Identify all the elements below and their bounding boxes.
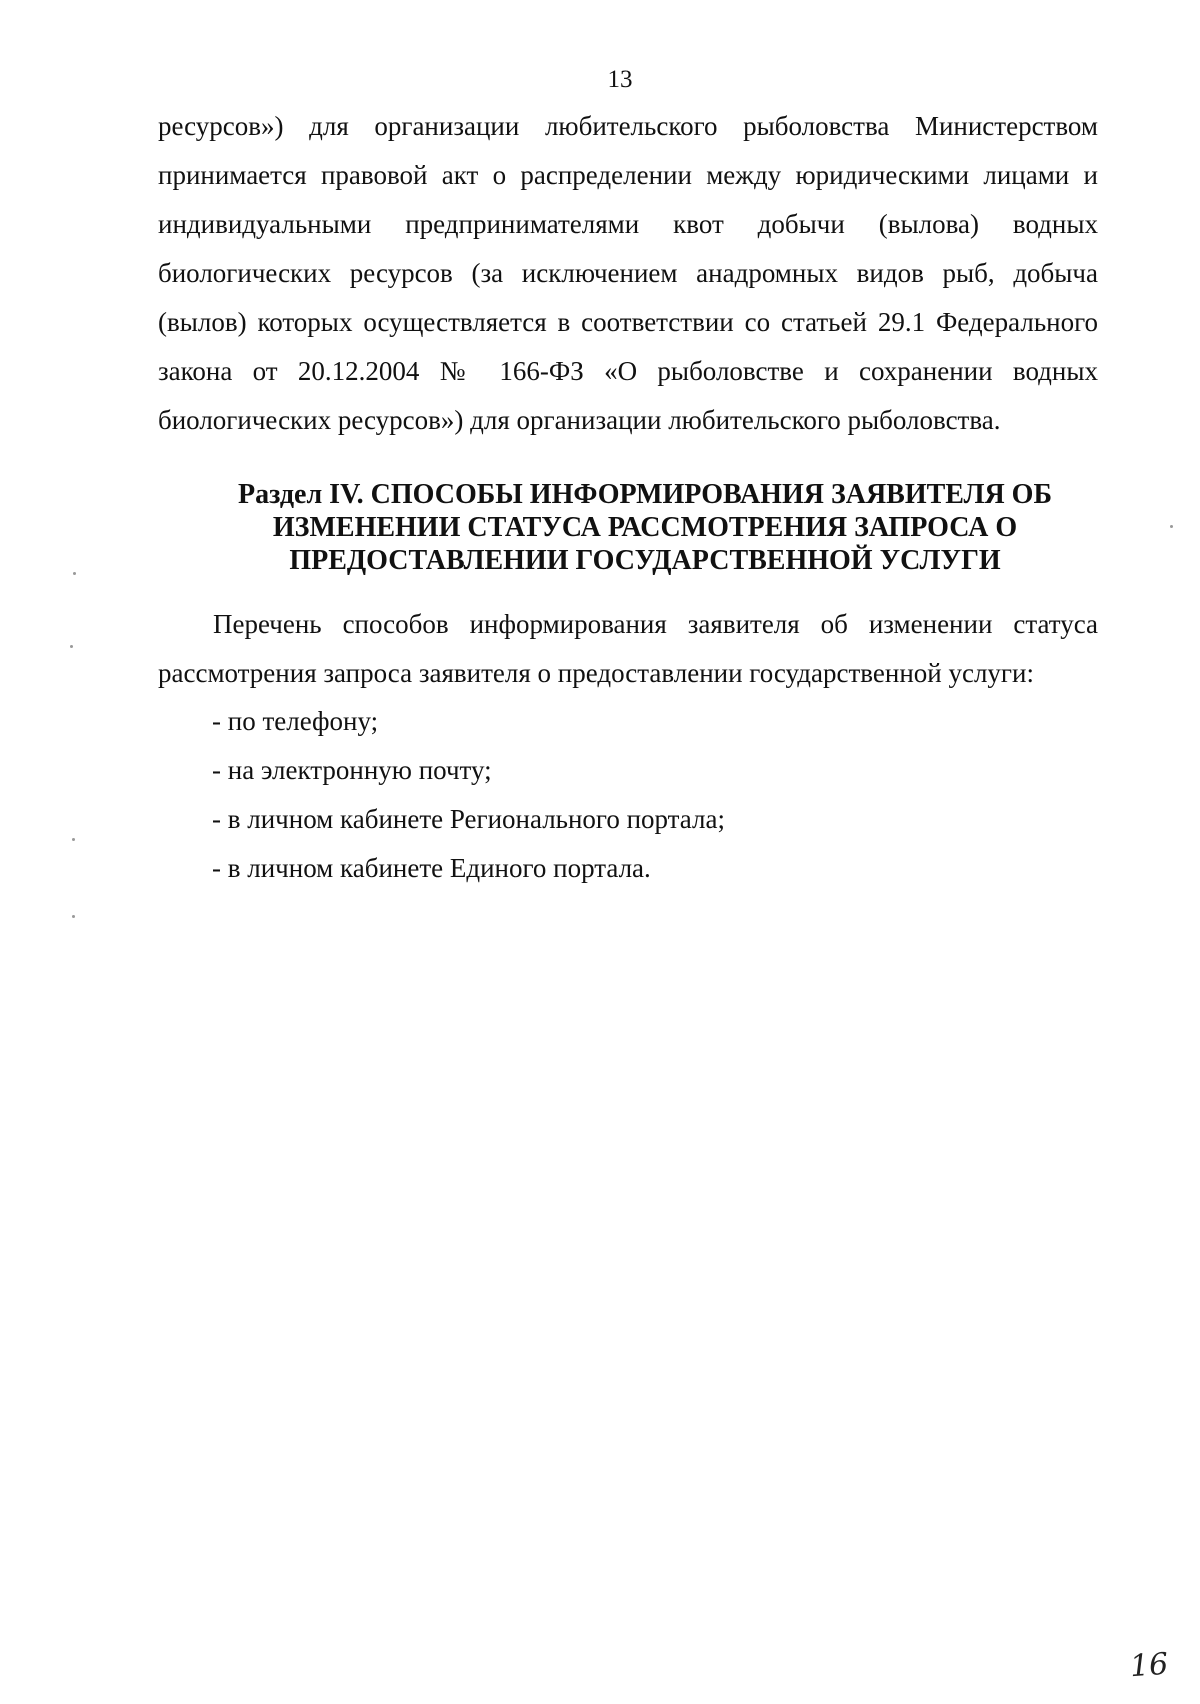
scan-speck xyxy=(1170,525,1173,528)
methods-list xyxy=(212,697,725,893)
section-heading-line-1: Раздел IV. СПОСОБЫ ИНФОРМИРОВАНИЯ ЗАЯВИТЕЛЯ ОБ xyxy=(238,479,1052,510)
section-heading-line-3: ПРЕДОСТАВЛЕНИИ ГОСУДАРСТВЕННОЙ УСЛУГИ xyxy=(289,545,1001,576)
list-item: - по телефону; xyxy=(212,706,379,736)
scan-speck xyxy=(72,838,75,841)
list-item: - в личном кабинете Единого портала. xyxy=(212,853,651,883)
paragraph-continuation: ресурсов») для организации любительского рыболовства Министерством принимается правовой акт о распределении между юридическими лицами и индивидуальными предпринимателями квот добычи (вылова) водных биологических ресурсов (за исключением анадромных видов рыб, добыча (вылов) которых осуществляется в соответствии со статьей 29.1 Федерального закона от 20.12.2004 № 166-ФЗ «О рыболовстве и сохранении водных биологических ресурсов») для организации любительского рыболовства. xyxy=(158,111,1098,435)
list-item: - в личном кабинете Регионального портала; xyxy=(212,804,725,834)
scan-speck xyxy=(70,645,73,648)
scan-speck xyxy=(73,572,76,575)
section-heading-line-2: ИЗМЕНЕНИИ СТАТУСА РАССМОТРЕНИЯ ЗАПРОСА О xyxy=(272,512,1018,543)
paragraph-methods-intro: Перечень способов информирования заявителя об изменении статуса рассмотрения запроса заявителя о предоставлении государственной услуги: xyxy=(158,609,1098,688)
handwritten-sheet-number: 16 xyxy=(1128,1646,1170,1685)
list-item: - на электронную почту; xyxy=(212,755,492,785)
section-heading xyxy=(150,478,1140,577)
scan-speck xyxy=(72,915,75,918)
page-number: 13 xyxy=(607,66,633,93)
